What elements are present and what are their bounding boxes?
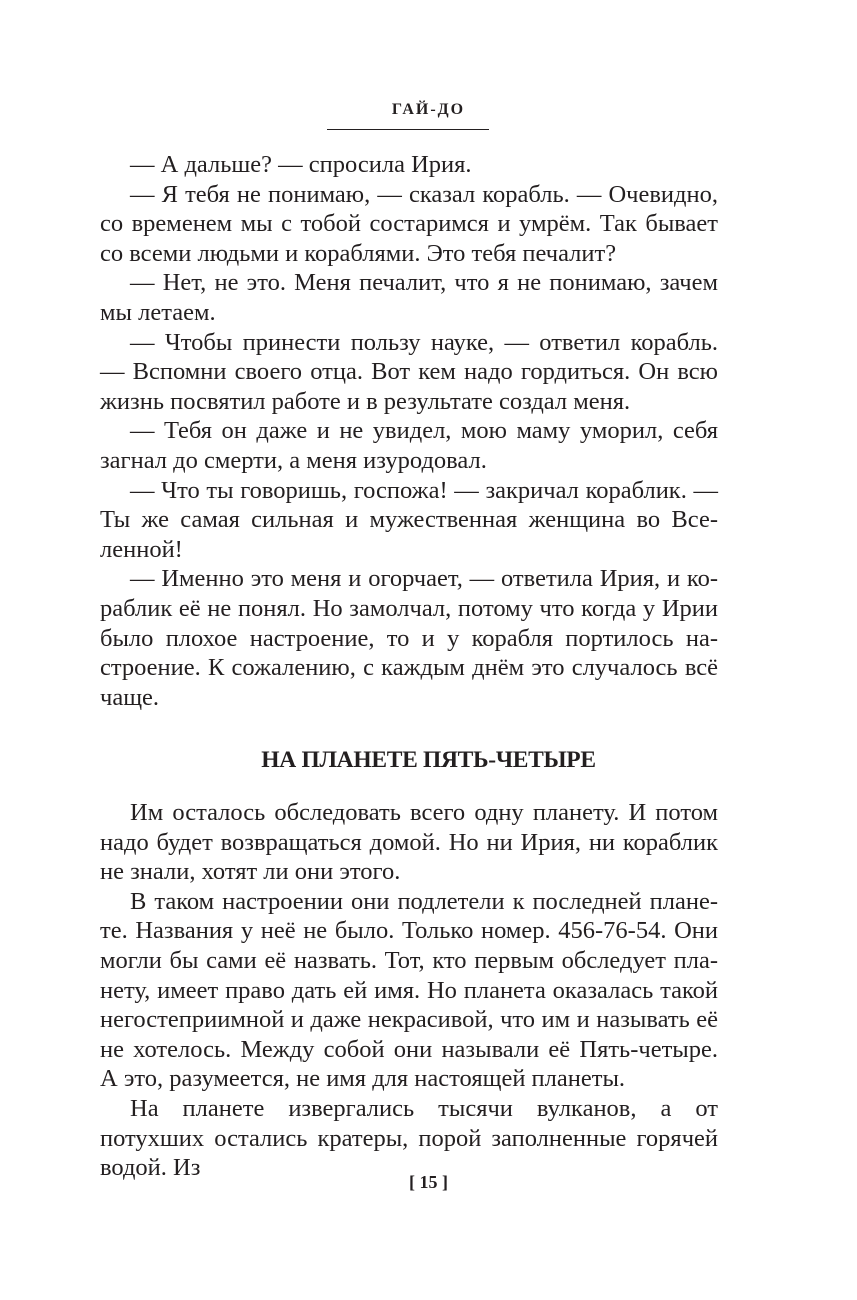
paragraph: Им осталось обследовать всего одну планету. И потом надо будет возвращаться домой. Но ни Ирия, ни кораблик не знали, хотят ли они этого. [100,799,718,886]
paragraph: — Нет, не это. Меня печалит, что я не понимаю, зачем мы летаем. [100,269,718,326]
paragraph: — А дальше? — спросила Ирия. [130,151,472,178]
running-head: ГАЙ-ДО [391,101,466,118]
paragraph: — Что ты говоришь, госпожа! — закричал кораблик. — Ты же самая сильная и мужественная женщина во Вселенной! [100,476,718,563]
paragraph: На планете извергались тысячи вулканов, а от потухших остались кратеры, порой заполненные горячей водой. Из [100,1094,718,1182]
text-block-top [100,150,718,712]
paragraph: — Именно это меня и огорчает, — ответила Ирия, и кораблик её не понял. Но замолчал, потому что когда у Ирии было плохое настроение, то и у корабля портилось настроение. К сожалению, с каждым днём это случалось всё чаще. [100,565,718,711]
text-block-bottom [100,798,718,1183]
paragraph: — Я тебя не понимаю, — сказал корабль. — Очевидно, со временем мы с тобой состаримся и умрём. Так бывает со всеми людьми и кораблями. Это тебя печалит? [100,180,718,267]
paragraph: — Чтобы принести пользу науке, — ответил корабль. — Вспомни своего отца. Вот кем надо гордиться. Он всю жизнь посвятил работе и в результате создал меня. [100,328,718,415]
section-title: НА ПЛАНЕТЕ ПЯТЬ-ЧЕТЫРЕ [261,747,596,773]
page-number: [ 15 ] [409,1172,448,1192]
paragraph: В таком настроении они подлетели к последней планете. Названия у неё не было. Только номер. 456-76-54. Они могли бы сами её назвать. Тот, кто первым обследует планету, имеет право дать ей имя. Но планета оказалась такой негостеприимной и даже некрасивой, что им и называть её не хотелось. Между собой они называли её Пять-четыре. А это, разумеется, не имя для настоящей планеты. [100,887,718,1093]
paragraph: — Тебя он даже и не увидел, мою маму уморил, себя загнал до смерти, а меня изуродовал. [100,417,718,474]
running-head-rule [327,129,489,130]
